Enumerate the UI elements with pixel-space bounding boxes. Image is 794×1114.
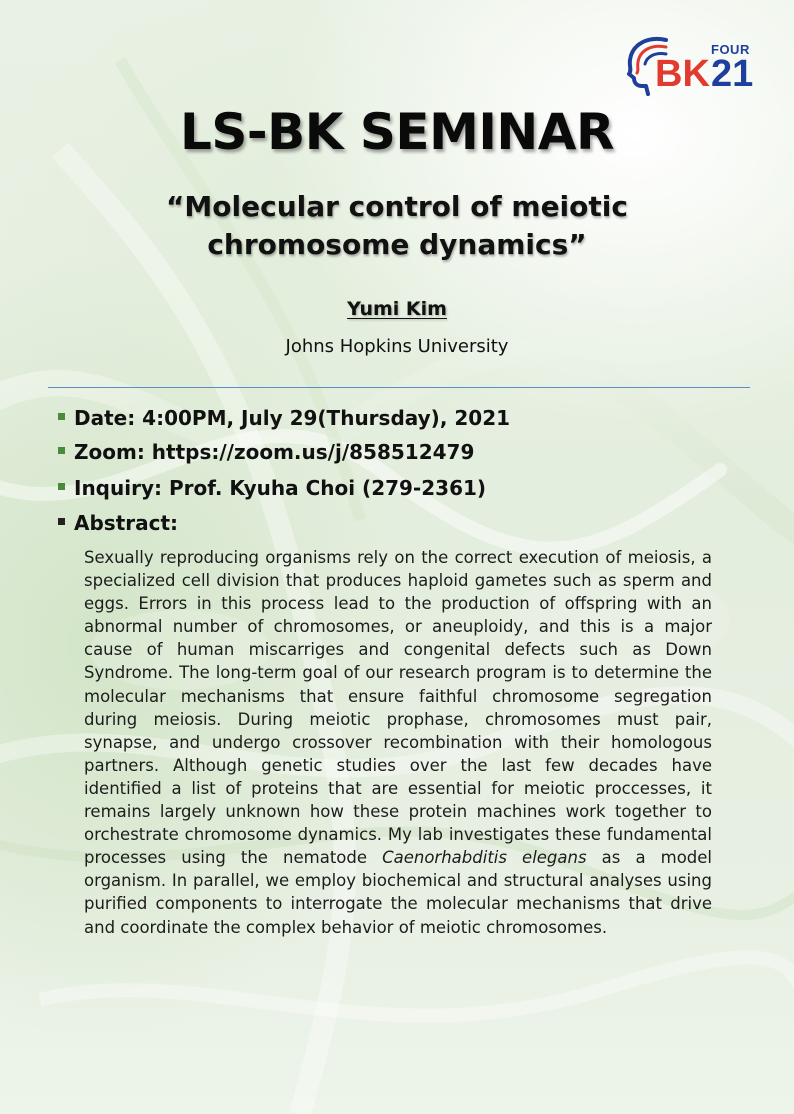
inquiry-text: Inquiry: Prof. Kyuha Choi (279-2361) [74,476,487,500]
inquiry-line [58,474,758,502]
logo-bk-text: BK [655,53,710,95]
talk-title-line-1: “Molecular control of meiotic [166,190,628,223]
seminar-title: LS-BK SEMINAR [180,103,614,161]
speaker-affiliation: Johns Hopkins University [285,336,509,357]
logo-21-text: 21 [711,53,754,95]
abstract-text-part-1: Sexually reproducing organisms rely on the correct execution of meiosis, a specialized cell division that produces haploid gametes such as sperm and eggs. Errors in this process lead to the production of offspring with an abnormal number of chromosomes, or aneuploidy, and this is a major cause of human miscarriges and congenital defects such as Down Syndrome. The long-term goal of our research program is to determine the molecular mechanisms that ensure faithful chromosome segregation during meiosis. During meiotic prophase, chromosomes must pair, synapse, and undergo crossover recombination with their homologous partners. Although genetic studies over the last few decades have identified a list of proteins that are essential for meiotic proccesses, it remains largely unknown how these protein machines work together to orchestrate chromosome dynamics. My lab investigates these fundamental processes using the nematode [84,548,712,868]
square-bullet-icon [58,413,65,420]
bk21-four-logo [626,34,756,98]
speaker-name [0,296,794,322]
date-line [58,404,758,432]
talk-title [0,188,794,264]
zoom-link-text: Zoom: https://zoom.us/j/858512479 [74,440,475,464]
zoom-line [58,438,758,466]
square-bullet-icon [58,447,65,454]
square-bullet-icon [58,518,65,525]
section-divider [48,387,750,388]
date-text: Date: 4:00PM, July 29(Thursday), 2021 [74,406,511,430]
speaker-name-text: Yumi Kim [347,298,447,320]
abstract-heading [58,509,758,537]
abstract-label: Abstract: [74,511,179,535]
abstract-text-part-2: as a model organism. In parallel, we employ biochemical and structural analyses using purified components to interrogate the molecular mechanisms that drive and coordinate the complex behavior of meiotic chromosomes. [84,848,713,937]
logo-four-text: FOUR [711,42,750,57]
abstract-body [84,546,712,939]
talk-title-line-2: chromosome dynamics” [207,228,587,261]
square-bullet-icon [58,483,65,490]
species-name: Caenorhabditis elegans [382,848,587,868]
